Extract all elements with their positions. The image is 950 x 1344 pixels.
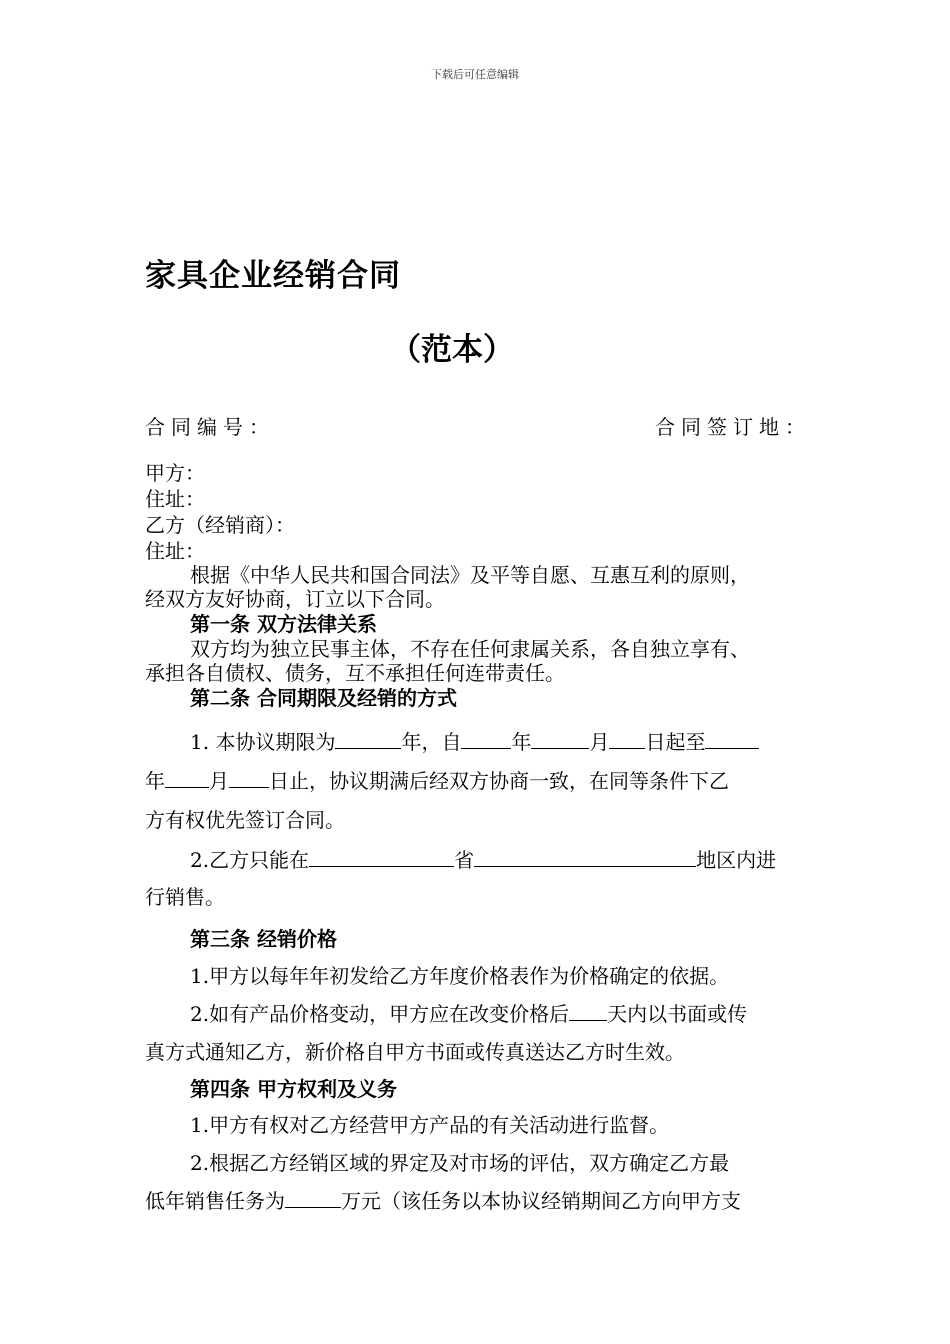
sales-text-a: 低年销售任务为 <box>145 1189 285 1213</box>
article-1-heading: 第一条 双方法律关系 <box>190 612 377 636</box>
term-text-g: 月 <box>209 769 229 793</box>
region-text-c: 地区内进 <box>696 848 777 872</box>
end-month-blank <box>165 767 209 788</box>
term-years-blank <box>335 728 401 749</box>
region-text-a: 2.乙方只能在 <box>190 848 310 872</box>
sign-place-label: 合同签订地： <box>655 415 811 439</box>
start-month-blank <box>531 728 589 749</box>
page-header: 下载后可任意编辑 <box>431 68 519 81</box>
term-text-a: 1. 本协议期限为 <box>190 730 336 754</box>
article-3-item-2-line-2: 真方式通知乙方，新价格自甲方书面或传真送达乙方时生效。 <box>145 1040 685 1064</box>
article-4-item-2-line-1: 2.根据乙方经销区域的界定及对市场的评估，双方确定乙方最 <box>190 1151 730 1175</box>
party-a-label: 甲方： <box>145 461 205 485</box>
price-text-a: 2.如有产品价格变动，甲方应在改变价格后 <box>190 1002 570 1026</box>
end-year-blank <box>705 728 759 749</box>
article-3-item-1: 1.甲方以每年年初发给乙方年度价格表作为价格确定的依据。 <box>190 964 730 988</box>
province-blank <box>309 846 454 867</box>
party-b-label: 乙方（经销商）： <box>145 513 295 537</box>
article-2-item-1-line-3: 方有权优先签订合同。 <box>145 808 345 832</box>
intro-line-2: 经双方友好协商，订立以下合同。 <box>145 587 445 611</box>
start-year-blank <box>461 728 511 749</box>
end-day-blank <box>229 767 269 788</box>
term-text-b: 年，自 <box>401 730 462 754</box>
article-4-item-2-line-2 <box>145 1185 741 1214</box>
days-blank <box>569 1000 607 1021</box>
intro-line-1: 根据《中华人民共和国合同法》及平等自愿、互惠互利的原则， <box>190 563 750 587</box>
document-title: 家具企业经销合同 <box>145 258 401 294</box>
term-text-d: 月 <box>589 730 610 754</box>
term-text-c: 年 <box>511 730 532 754</box>
article-2-item-2-line-1 <box>190 844 776 873</box>
area-blank <box>474 846 696 867</box>
article-1-line-1: 双方均为独立民事主体，不存在任何隶属关系，各自独立享有、 <box>190 637 750 661</box>
start-day-blank <box>609 728 645 749</box>
term-text-e: 日起至 <box>645 730 706 754</box>
article-3-item-2-line-1 <box>190 998 747 1027</box>
term-text-f: 年 <box>145 769 165 793</box>
price-text-b: 天内以书面或传 <box>607 1002 748 1026</box>
sales-text-b: 万元（该任务以本协议经销期间乙方向甲方支 <box>341 1189 741 1213</box>
sales-amount-blank <box>285 1187 341 1208</box>
document-subtitle: （范本） <box>390 332 514 368</box>
party-a-address-label: 住址： <box>145 487 205 511</box>
article-3-heading: 第三条 经销价格 <box>190 927 337 951</box>
party-b-address-label: 住址： <box>145 539 205 563</box>
article-2-item-1-line-1 <box>190 726 759 755</box>
article-1-line-2: 承担各自债权、债务，互不承担任何连带责任。 <box>145 661 565 685</box>
term-text-h: 日止，协议期满后经双方协商一致，在同等条件下乙 <box>269 769 729 793</box>
article-2-heading: 第二条 合同期限及经销的方式 <box>190 686 457 710</box>
article-4-heading: 第四条 甲方权利及义务 <box>190 1077 397 1101</box>
contract-number-label: 合同编号： <box>145 415 275 439</box>
article-4-item-1: 1.甲方有权对乙方经营甲方产品的有关活动进行监督。 <box>190 1113 670 1137</box>
region-text-b: 省 <box>454 848 475 872</box>
article-2-item-1-line-2 <box>145 765 729 794</box>
article-2-item-2-line-2: 行销售。 <box>145 885 225 909</box>
